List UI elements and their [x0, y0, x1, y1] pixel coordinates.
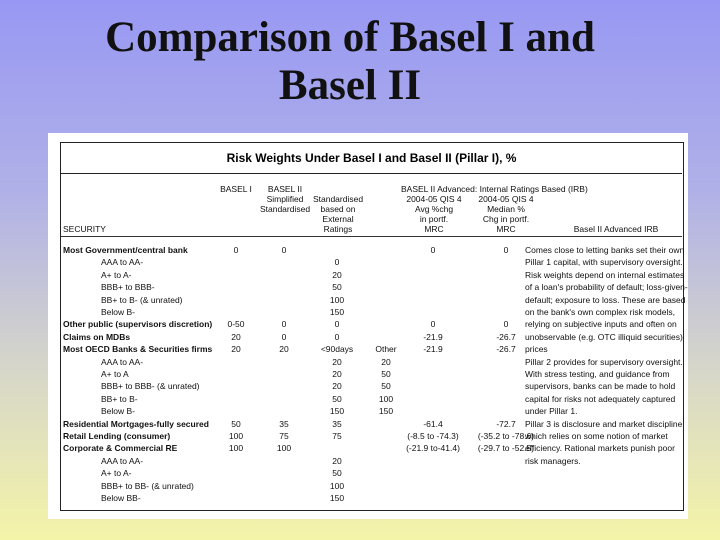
- table-row: [61, 456, 682, 467]
- cell-advanced-irb-note: Pillar 2 provides for supervisory oversight.: [525, 356, 683, 367]
- cell-security: A+ to A: [101, 369, 129, 379]
- cell-basel2-simplified: 20: [279, 344, 289, 355]
- cell-advanced-irb-note: Pillar 3 is disclosure and market discipline: [525, 418, 683, 429]
- header-basel2-simplified-line-1: BASEL II: [267, 184, 303, 194]
- cell-basel2-standardised: 20: [332, 369, 342, 379]
- cell-basel1: 100: [228, 443, 244, 454]
- cell-advanced-irb-note: prices: [525, 344, 548, 355]
- table-row: [61, 468, 682, 479]
- cell-security: Most OECD Banks & Securities firms: [63, 344, 213, 355]
- cell-basel1: 0-50: [227, 319, 245, 330]
- cell-basel2-simplified: 0: [281, 331, 287, 342]
- cell-advanced-irb-note: relying on subjective inputs and often on: [525, 319, 677, 330]
- cell-security: Below BB-: [101, 493, 141, 503]
- cell-basel1: 0: [233, 245, 239, 255]
- cell-basel2-simplified: 0: [281, 319, 287, 330]
- cell-security: AAA to AA-: [101, 455, 144, 466]
- cell-basel2-standardised: 0: [334, 257, 340, 268]
- cell-basel1: 20: [231, 331, 241, 342]
- cell-basel2-simplified: 0: [281, 245, 287, 255]
- slide-title-line-2: Basel II: [278, 62, 422, 109]
- table-row: [61, 294, 686, 306]
- cell-qis4-median: -26.7: [496, 331, 516, 342]
- cell-advanced-irb-note: which relies on some notion of market: [525, 431, 668, 441]
- table-row: [61, 381, 682, 392]
- table-row: [61, 431, 682, 442]
- cell-qis4-avg: (-21.9 to-41.4): [406, 443, 460, 454]
- cell-basel2-standardised: 20: [332, 381, 342, 392]
- cell-security: BBB+ to BBB-: [101, 282, 155, 293]
- cell-basel2-standardised: 150: [329, 307, 345, 317]
- table-row: [61, 332, 682, 343]
- table-row: [61, 406, 682, 417]
- table-row: [61, 493, 682, 504]
- cell-advanced-irb-note: supervisors, banks can be made to hold: [525, 381, 676, 392]
- header-irb-group: BASEL II Advanced: Internal Ratings Based (IRB): [401, 184, 588, 194]
- table-row: [61, 357, 682, 368]
- header-basel2-standardised-line-3: External: [322, 214, 354, 224]
- header-basel2-standardised: [308, 194, 368, 234]
- cell-security: Below B-: [101, 406, 136, 417]
- header-qis4-avg-line-2: Avg %chg: [414, 204, 454, 214]
- cell-basel2-simplified: 75: [279, 431, 289, 441]
- cell-qis4-median: -26.7: [496, 344, 516, 355]
- cell-basel2-simplified: 100: [276, 443, 292, 454]
- table-row: [61, 344, 682, 355]
- cell-qis4-avg: (-8.5 to -74.3): [407, 431, 459, 441]
- cell-security: Most Government/central bank: [63, 245, 188, 255]
- cell-advanced-irb-note: With stress testing, and guidance from: [525, 369, 670, 379]
- cell-qis4-avg: -21.9: [423, 331, 443, 342]
- cell-basel2-standardised: 0: [334, 331, 340, 342]
- cell-basel2-standardised: 100: [329, 480, 345, 491]
- risk-weights-table: [60, 142, 688, 511]
- cell-advanced-irb-note: on the bank's own complex risk models,: [525, 307, 675, 317]
- cell-basel1: 20: [231, 344, 241, 355]
- cell-basel2-standardised: 35: [332, 418, 342, 429]
- cell-security: A+ to A-: [101, 468, 132, 479]
- cell-qis4-avg: 0: [430, 319, 436, 330]
- cell-basel2-standardised: 75: [332, 431, 342, 441]
- cell-basel2-standardised: 50: [332, 393, 342, 404]
- cell-security: BBB+ to BBB- (& unrated): [101, 381, 200, 392]
- cell-security: AAA to AA-: [101, 356, 144, 367]
- cell-advanced-irb-note: Comes close to letting banks set their own: [525, 245, 685, 255]
- cell-security: Retail Lending (consumer): [63, 431, 171, 441]
- cell-security: BB+ to B-: [101, 393, 138, 404]
- table-row: [61, 443, 682, 454]
- table-row: [61, 245, 685, 256]
- header-qis4-avg-line-3: in portf.: [419, 214, 449, 224]
- cell-advanced-irb-note: under Pillar 1.: [525, 406, 578, 417]
- cell-qis4-avg: 0: [430, 245, 436, 255]
- header-basel2-standardised-line-2: based on: [320, 204, 356, 214]
- slide-title: [0, 14, 700, 110]
- cell-security: A+ to A-: [101, 269, 132, 280]
- header-basel2-simplified: [254, 184, 316, 214]
- cell-qis4-median: -72.7: [496, 418, 516, 429]
- cell-advanced-irb-note: efficiency. Rational markets punish poor: [525, 443, 675, 454]
- cell-basel1: 100: [228, 431, 244, 441]
- cell-security: Corporate & Commercial RE: [63, 443, 178, 454]
- header-basel1: BASEL I: [220, 184, 252, 194]
- header-basel2-standardised-line-4: Ratings: [323, 224, 353, 234]
- cell-security: Below B-: [101, 307, 136, 317]
- cell-basel2-standardised: 20: [332, 269, 342, 280]
- cell-basel1: 50: [231, 418, 241, 429]
- cell-qis4-median: (-35.2 to -78.6): [477, 431, 535, 441]
- table-panel: [48, 133, 688, 519]
- cell-qis4-avg: -61.4: [423, 418, 443, 429]
- cell-basel2-other: 20: [381, 356, 391, 367]
- cell-basel2-standardised: 0: [334, 319, 340, 330]
- cell-qis4-avg: -21.9: [423, 344, 443, 355]
- cell-qis4-median: (-29.7 to -52.5): [477, 443, 535, 454]
- table-title: Risk Weights Under Basel I and Basel II (Pillar I), %: [61, 143, 682, 174]
- header-qis4-avg-line-1: 2004-05 QIS 4: [406, 194, 462, 204]
- header-basel2-simplified-line-2: Simplified: [266, 194, 304, 204]
- header-qis4-avg-line-4: MRC: [424, 224, 444, 234]
- cell-advanced-irb-note: risk managers.: [525, 455, 581, 466]
- cell-qis4-median: 0: [503, 319, 509, 330]
- cell-basel2-standardised: 150: [329, 493, 345, 503]
- table-row: [61, 257, 682, 268]
- header-basel2-standardised-line-1: Standardised: [312, 194, 364, 204]
- header-qis4-median-line-1: 2004-05 QIS 4: [478, 194, 534, 204]
- header-qis4-median-line-4: MRC: [496, 224, 516, 234]
- cell-basel2-standardised: 150: [329, 406, 345, 417]
- header-advanced-irb: Basel II Advanced IRB: [573, 224, 659, 234]
- cell-advanced-irb-note: default; exposure to loss. These are based: [525, 294, 686, 305]
- table-row: [61, 481, 682, 492]
- header-qis4-avg: [401, 194, 467, 234]
- cell-basel2-other: 150: [378, 406, 394, 417]
- header-basel2-simplified-line-3: Standardised: [259, 204, 311, 214]
- header-security: SECURITY: [63, 224, 106, 234]
- cell-basel2-standardised: 20: [332, 356, 342, 367]
- cell-basel2-other: 50: [381, 381, 391, 392]
- cell-security: Claims on MDBs: [63, 331, 131, 342]
- cell-security: BB+ to B- (& unrated): [101, 294, 183, 305]
- table-row: [61, 369, 682, 380]
- table-row: [61, 419, 682, 430]
- cell-advanced-irb-note: unobservable (e.g. OTC illiquid securities): [525, 331, 683, 342]
- cell-advanced-irb-note: Pillar 1 capital, with supervisory oversight.: [525, 257, 683, 268]
- table-row: [61, 269, 685, 281]
- header-qis4-median-line-2: Median %: [487, 204, 525, 214]
- table-row: [61, 319, 682, 330]
- header-qis4-median: [467, 194, 545, 234]
- cell-basel2-other: Other: [375, 344, 397, 355]
- table-row: [61, 394, 682, 405]
- cell-advanced-irb-note: Risk weights depend on internal estimates: [525, 269, 685, 280]
- cell-security: AAA to AA-: [101, 257, 144, 268]
- cell-security: Residential Mortgages-fully secured: [63, 418, 209, 429]
- cell-security: BBB+ to BB- (& unrated): [101, 480, 194, 491]
- cell-security: Other public (supervisors discretion): [63, 319, 213, 330]
- cell-qis4-median: 0: [503, 245, 509, 255]
- slide-title-line-1: Comparison of Basel I and: [105, 14, 595, 61]
- cell-basel2-standardised: 20: [332, 455, 342, 466]
- table-row: [61, 307, 682, 318]
- cell-basel2-standardised: 50: [332, 282, 342, 293]
- cell-basel2-standardised: 100: [329, 294, 345, 305]
- cell-basel2-other: 100: [378, 393, 394, 404]
- cell-basel2-standardised: <90days: [320, 344, 354, 355]
- header-divider: [61, 236, 682, 237]
- cell-basel2-other: 50: [381, 369, 391, 379]
- cell-advanced-irb-note: capital for risks not adequately captured: [525, 393, 676, 404]
- table-row: [61, 282, 688, 293]
- header-qis4-median-line-3: Chg in portf.: [482, 214, 530, 224]
- cell-basel2-simplified: 35: [279, 418, 289, 429]
- cell-basel2-standardised: 50: [332, 468, 342, 479]
- cell-advanced-irb-note: of a loan's probability of default; loss-given-: [525, 282, 688, 293]
